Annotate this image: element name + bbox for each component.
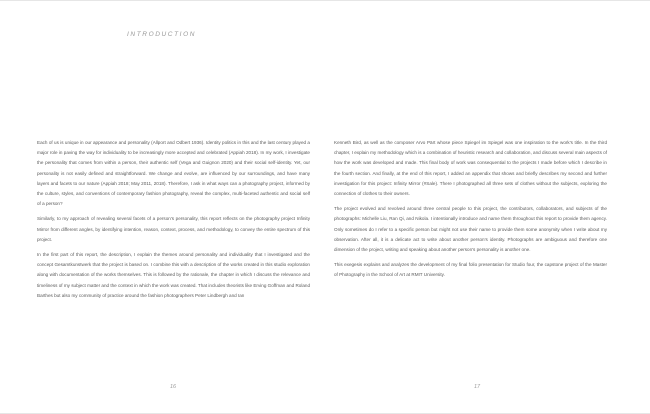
paragraph: In the first part of this report, the description, I explain the themes around personality and individuality that I investigated and the concept Gesamtkunstwerk that the project is based on. I combine this with a description of the works created in this studio exploration along with documentation of the works themselves. This is followed by the rationale, the chapter in which I discuss the relevance and timeliness of my subject matter and the context in which the work was created. That includes theorists like Erving Goffman and Roland Barthes but also my community of practice around the fashion photographers Peter Lindbergh and Ian: [37, 252, 310, 298]
running-head: INTRODUCTION: [127, 31, 197, 38]
right-page-body: [334, 138, 607, 286]
paragraph: Kenneth Bird, as well as the composer Arvo Pärt whose piece Spiegel im Spiegel was one inspiration to the work's title. In the third chapter, I explain my methodology which is a combination of heuristic research and collaboration, and discuss several main aspects of how the work was developed and made. This final body of work was consequential to the projects I made before which I describe in the fourth section. And finally, at the end of this report, I added an appendix that shows and briefly describes my second and further investigation for this project: Infinity Mirror (#Sale). There I photographed all three sets of clothes without the subjects, exploring the connection of clothes to their owners.: [334, 140, 607, 197]
left-page-body: [37, 138, 310, 306]
paragraph: Similarly, to my approach of revealing several facets of a person's personality, this report reflects on the photography project Infinity Mirror from different angles, by identifying intention, reason, context, process, and methodology, to convey the entire spectrum of this project.: [37, 216, 310, 242]
right-page-number: 17: [474, 384, 481, 390]
paragraph: The project evolved and revolved around three central people to this project, the contributors, collaborators, and subjects of the photographs: Michelle Liu, Ran Qi, and Nikola. I intentionally introduce and name them throughout this report to provide them agency. Only sometimes do I refer to a specific person but might not use their name to provide them some anonymity when I write about my observation. After all, it is a delicate act to write about another person's identity. Photographs are ambiguous and therefore one dimension of the project, writing and speaking about another person's personality is another one.: [334, 206, 607, 253]
paragraph: Each of us is unique in our appearance and personality (Allport and Odbert 1936). Identity politics in this and the last century played a major role in paving the way for individuality to be increasingly more accepted and celebrated (Appiah 2018). In my work, I investigate the personality that comes from within a person, their authentic self (Vega and Guignon 2020) and their social self-identity. Yet, our personality is not easily defined and straightforward. We change and evolve, are influenced by our surroundings, and have many layers and facets to our nature (Appiah 2018; May 2011, 2018). Therefore, I ask in what ways can a photography project, informed by the culture, styles, and conventions of contemporary fashion photography, reveal the complex, multi-faceted authentic and social self of a person?: [37, 140, 310, 207]
paragraph: This exegesis explains and analyzes the development of my final folio presentation for Studio four, the capstone project of the Master of Photography in the School of Art at RMIT University.: [334, 262, 607, 278]
left-page-number: 16: [170, 384, 177, 390]
